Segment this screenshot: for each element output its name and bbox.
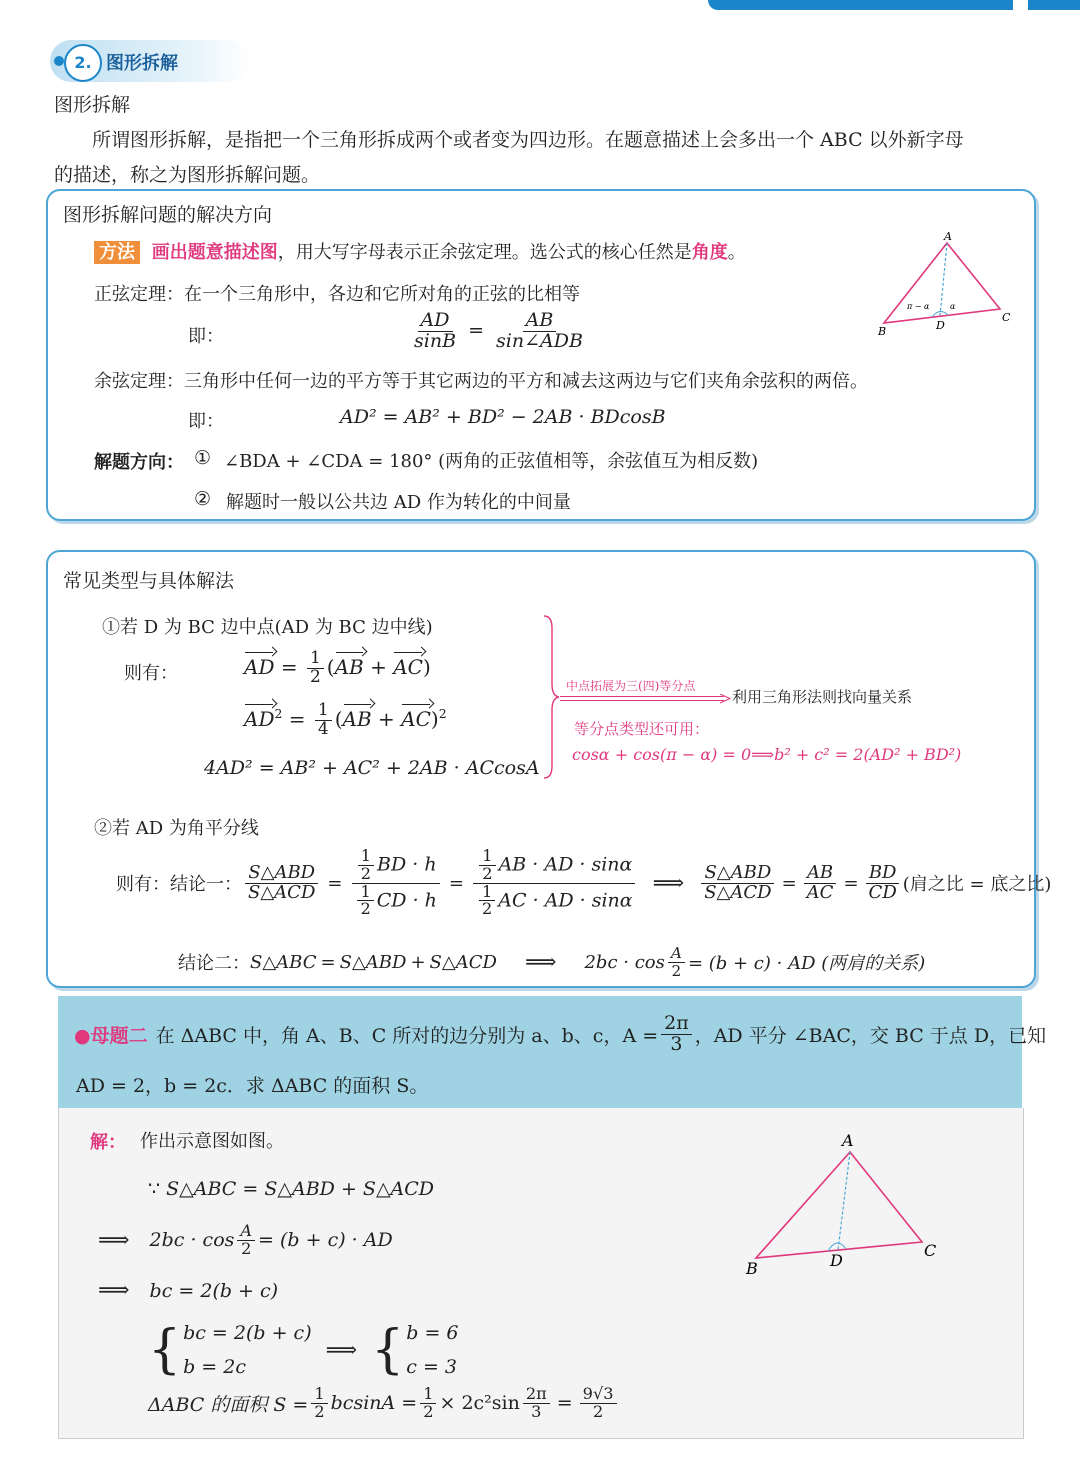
solution-step2: ⟹ 2bc · cos $\frac{A}{2}$ = (b + c) · AD (98, 1220, 393, 1258)
direction2: 解题时一般以公共边 AD 作为转化的中间量 (226, 492, 571, 513)
top-tab-bar (708, 0, 1013, 10)
solution-system: { bc = 2(b + c) b = 2c ⟹ { b = 6 c = 3 (148, 1316, 459, 1384)
vec-ac-2: AC (401, 706, 431, 731)
intro-paragraph-line2: 的描述，称之为图形拆解问题。 (54, 164, 321, 186)
c2-s-acd: S△ACD (429, 951, 497, 973)
solution-area: ΔABC 的面积 S = $\frac{1}{2}$ bcsinA = $\frac{1}{2}$ × 2c²sin $\frac{2\pi}{3}$ = $\frac{9√3}{2}$ (148, 1380, 620, 1426)
triangle-diagram-2 (740, 1128, 950, 1278)
triangle-diagram-1 (874, 229, 1024, 339)
area-res-num: 9√3 (580, 1386, 617, 1404)
case2-title: ②若 AD 为角平分线 (94, 818, 259, 839)
tri1-angle2: α (950, 302, 956, 311)
area-half-num-2: 1 (420, 1386, 436, 1404)
formula-4ad: 4AD² = AB² + AC² + 2AB · ACcosA (204, 757, 540, 779)
vec-ab-1: AB (334, 654, 364, 679)
sys2a: b = 6 (406, 1322, 459, 1344)
concl1-note: (肩之比 = 底之比) (902, 874, 1052, 895)
vec-ab-2: AB (342, 706, 372, 731)
because-symbol: ∵ (148, 1178, 161, 1200)
tri1-label-d: D (936, 319, 945, 332)
c1-bd: BD (866, 864, 900, 884)
box1-title: 图形拆解问题的解决方向 (63, 204, 273, 226)
triangle-1-ad (940, 243, 947, 316)
tri1-label-b: B (878, 325, 887, 338)
sine-formula: $\frac{AD}{\sin B}$ = $\frac{AB}{\text{sin∠ADB}}$ (408, 311, 589, 352)
section-title: 图形拆解 (106, 53, 178, 74)
s2-rhs: = (b + c) · AD (258, 1229, 393, 1251)
sys1a: bc = 2(b + c) (183, 1322, 312, 1344)
sys2b: c = 3 (406, 1356, 457, 1378)
c2-s-abc: S△ABC (250, 951, 317, 973)
c1-bdh: BD · h (377, 853, 437, 876)
tri1-label-a: A (944, 230, 952, 243)
tri2-label-a: A (842, 1131, 854, 1150)
area-half-den-2: 2 (423, 1401, 434, 1421)
c2-s-abd: S△ABD (339, 951, 407, 973)
c1-ac: AC (806, 881, 834, 903)
problem-text1: 在 ΔABC 中，角 A、B、C 所对的边分别为 a、b、c，A = (155, 1024, 659, 1047)
sine-frac1-num: AD (418, 311, 453, 332)
c1-s-acd-2: S△ACD (704, 881, 772, 903)
method-highlight: 画出题意描述图 (151, 242, 278, 263)
c1-ab-ad-sin: AB · AD · sinα (498, 853, 633, 876)
problem-line1 (74, 1010, 1046, 1058)
conclusion1: 则有：结论一： $\frac{\text{S△ABD}}{\text{S△ACD}}$ = $\frac{1}{2}$ BD · h $\frac{1}{2}$ CD · h = $\frac{1}{2}$ AB · AD · sinα $\frac{1}{2}$ AC · AD · sinα ⟹ $\frac{\text{S△ABD}}{\text{S△ACD}}$ = $\frac{AB}{AC}$ = $\frac{BD}{CD}$ (肩之比 = 底之比) (116, 845, 1052, 919)
tri1-angle1: π − α (907, 302, 930, 311)
equal-points: 等分点类型还可用： (574, 720, 710, 738)
problem-tag: ●母题二 (74, 1024, 148, 1047)
area-label: ΔABC 的面积 S = (148, 1393, 309, 1416)
c1-ac-ad-sin: AC · AD · sinα (498, 888, 633, 911)
c2-a: A (668, 945, 685, 962)
area-mid: bcsinA = (330, 1392, 418, 1414)
c1-cd: CD (868, 881, 897, 903)
vec-ac-1: AC (393, 654, 423, 679)
triangle-1-shape (884, 243, 1000, 323)
c1-s-acd: S△ACD (248, 881, 316, 903)
cos-law: 余弦定理：三角形中任何一边的平方等于其它两边的平方和减去这两边与它们夹角余弦积的两倍。 (94, 371, 868, 392)
s2-2bc-cos: 2bc · cos (149, 1229, 235, 1251)
section-number: 2. (64, 44, 102, 82)
long-arrow (560, 694, 732, 704)
c2-2bc-cos: 2bc · cos (584, 951, 665, 973)
sine-frac2-den: sin∠ADB (496, 329, 583, 352)
direction-label: 解题方向： (94, 452, 184, 473)
c1-half-d: 1 (479, 884, 495, 902)
method-line (94, 238, 746, 264)
problem-frac-den: 3 (670, 1032, 683, 1055)
method-text: ，用大写字母表示正余弦定理。选公式的核心任然是 (277, 242, 692, 263)
method-tag: 方法 (94, 241, 140, 264)
box2-title: 常见类型与具体解法 (63, 570, 235, 592)
method-end: 。 (727, 242, 746, 263)
c1-half-a: 1 (358, 848, 374, 866)
s1-s-acd: S△ACD (362, 1178, 435, 1200)
area-res-den: 2 (592, 1401, 604, 1421)
c1-half-a-den: 2 (360, 863, 372, 883)
arrow-label: 中点拓展为三(四)等分点 (566, 679, 696, 693)
quarter-den: 4 (317, 718, 329, 739)
sine-ji: 即： (188, 326, 224, 347)
tri2-label-c: C (924, 1241, 937, 1260)
c2-rhs: = (b + c) · AD (两肩的关系) (687, 953, 926, 974)
conclusion2: 结论二： S△ABC = S△ABD + S△ACD ⟹ 2bc · cos $\frac{A}{2}$ = (b + c) · AD (两肩的关系) (178, 944, 926, 980)
cos-formula: AD² = AB² + BD² − 2AB · BDcosB (340, 406, 666, 428)
intro-heading: 图形拆解 (54, 94, 131, 116)
direction1-num: ① (194, 447, 212, 469)
case1-title: ①若 D 为 BC 边中点(AD 为 BC 边中线) (102, 617, 433, 638)
vec-formula-1: AD = $\frac{1}{2}$ (AB + AC) (244, 648, 431, 687)
c1-half-b: 1 (357, 884, 373, 902)
right-brace (542, 614, 562, 780)
equal-formula: cosα + cos(π − α) = 0⟹b² + c² = 2(AD² + BD²) (572, 745, 962, 764)
c2-2: 2 (671, 961, 682, 980)
solution-step3: ⟹ bc = 2(b + c) (98, 1278, 279, 1303)
case1-then: 则有： (124, 663, 178, 684)
sys1b: b = 2c (183, 1356, 246, 1378)
quarter-num: 1 (315, 702, 332, 721)
c1-cdh: CD · h (376, 888, 437, 911)
header-bullet-icon (54, 56, 64, 66)
c1-half-b-den: 2 (360, 899, 371, 919)
cos-ji: 即： (188, 411, 224, 432)
half-den-1: 2 (309, 666, 321, 687)
problem-frac-num: 2π (661, 1014, 692, 1035)
area-half-den: 2 (314, 1401, 325, 1421)
triangle-2-ad (838, 1152, 850, 1250)
solution-line0: 作出示意图如图。 (140, 1131, 284, 1152)
vec-ad-1: AD (244, 654, 275, 679)
c1-half-c: 1 (479, 848, 495, 866)
sine-frac2-num: AB (523, 311, 557, 332)
s2-a: A (237, 1223, 255, 1241)
solution-direction-box (46, 189, 1036, 521)
solution-label: 解： (90, 1132, 126, 1153)
c1-s-abd: S△ABD (245, 864, 318, 884)
section-header (50, 40, 250, 82)
s1-s-abd: S△ABD (264, 1178, 335, 1200)
direction2-num: ② (194, 488, 212, 510)
solution-step1: ∵ S△ABC = S△ABD + S△ACD (148, 1178, 435, 1200)
sine-law: 正弦定理：在一个三角形中，各边和它所对角的正弦的比相等 (94, 284, 580, 305)
intro-paragraph-line1: 所谓图形拆解，是指把一个三角形拆成两个或者变为四边形。在题意描述上会多出一个 ABC 以外新字母 (92, 129, 964, 151)
tri1-label-c: C (1002, 311, 1011, 324)
c1-half-c-den: 2 (482, 863, 493, 883)
vec-formula-2: $AD^2$ = $\frac{1}{4}$ (AB + AC)$^2$ (244, 700, 447, 739)
vec-ad-2: AD (244, 706, 275, 731)
tri2-label-d: D (830, 1251, 843, 1270)
tri2-label-b: B (746, 1259, 758, 1278)
top-tab-bar-right (1028, 0, 1080, 10)
sine-frac1-den: sinB (414, 329, 457, 352)
s2-2: 2 (241, 1238, 252, 1258)
method-highlight2: 角度 (691, 242, 728, 263)
c1-s-abd-2: S△ABD (701, 864, 774, 884)
arrow-result: 利用三角形法则找向量关系 (732, 688, 913, 706)
s3-text: bc = 2(b + c) (149, 1280, 279, 1302)
problem-text2: ，AD 平分 ∠BAC，交 BC 于点 D，已知 (694, 1024, 1047, 1047)
c1-half-d-den: 2 (482, 899, 493, 919)
concl2-label: 结论二： (178, 953, 250, 974)
problem-line2: AD = 2，b = 2c．求 ΔABC 的面积 S。 (76, 1075, 429, 1097)
area-frac-num: 2π (523, 1386, 550, 1404)
area-mid2: × 2c²sin (439, 1392, 520, 1414)
s1-s-abc: S△ABC (166, 1178, 237, 1200)
direction1: ∠BDA + ∠CDA = 180° (两角的正弦值相等，余弦值互为相反数) (224, 451, 759, 472)
c1-ab: AB (804, 864, 836, 884)
half-num-1: 1 (307, 650, 324, 669)
concl1-label: 则有：结论一： (116, 874, 242, 895)
area-half-num: 1 (311, 1386, 327, 1404)
common-types-box (46, 550, 1052, 988)
area-frac-den: 3 (531, 1401, 542, 1421)
